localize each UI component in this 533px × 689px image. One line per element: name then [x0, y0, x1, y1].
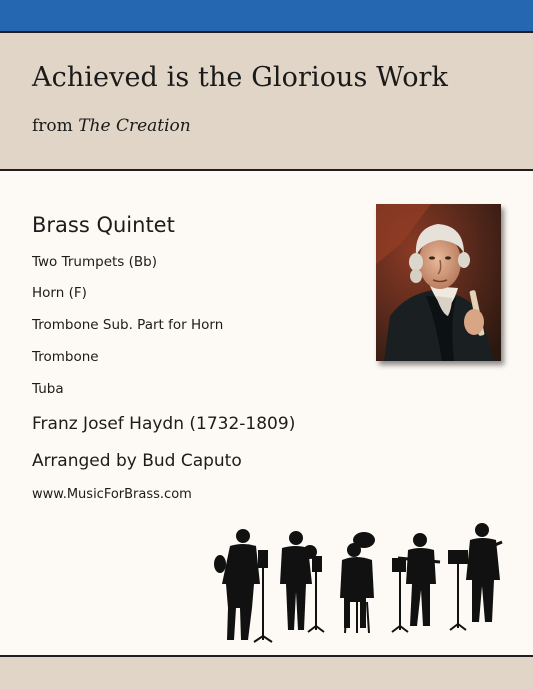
instrument-item: Two Trumpets (Bb) [32, 254, 157, 270]
composer-credit: Franz Josef Haydn (1732-1809) [32, 414, 296, 434]
horn-player-silhouette [280, 531, 324, 632]
footer-band [0, 657, 533, 689]
trumpet-player-silhouette [214, 529, 272, 642]
website-link[interactable]: www.MusicForBrass.com [32, 487, 192, 502]
instrument-item: Tuba [32, 381, 64, 397]
page-subtitle [32, 116, 191, 136]
brass-players-silhouette [210, 518, 505, 652]
ensemble-heading: Brass Quintet [32, 213, 175, 237]
header-divider [0, 169, 533, 171]
instrument-item: Trombone [32, 349, 99, 365]
composer-portrait [376, 204, 501, 361]
arranger-credit: Arranged by Bud Caputo [32, 451, 242, 471]
trumpet-player-silhouette [448, 523, 502, 630]
top-color-bar [0, 0, 533, 31]
instrument-item: Horn (F) [32, 285, 87, 301]
trombone-player-silhouette [392, 533, 440, 632]
subtitle-work: The Creation [78, 116, 191, 136]
subtitle-prefix: from [32, 116, 73, 136]
title-header [0, 33, 533, 169]
page-title: Achieved is the Glorious Work [32, 62, 449, 93]
tuba-player-silhouette [340, 532, 375, 633]
instrument-item: Trombone Sub. Part for Horn [32, 317, 224, 333]
